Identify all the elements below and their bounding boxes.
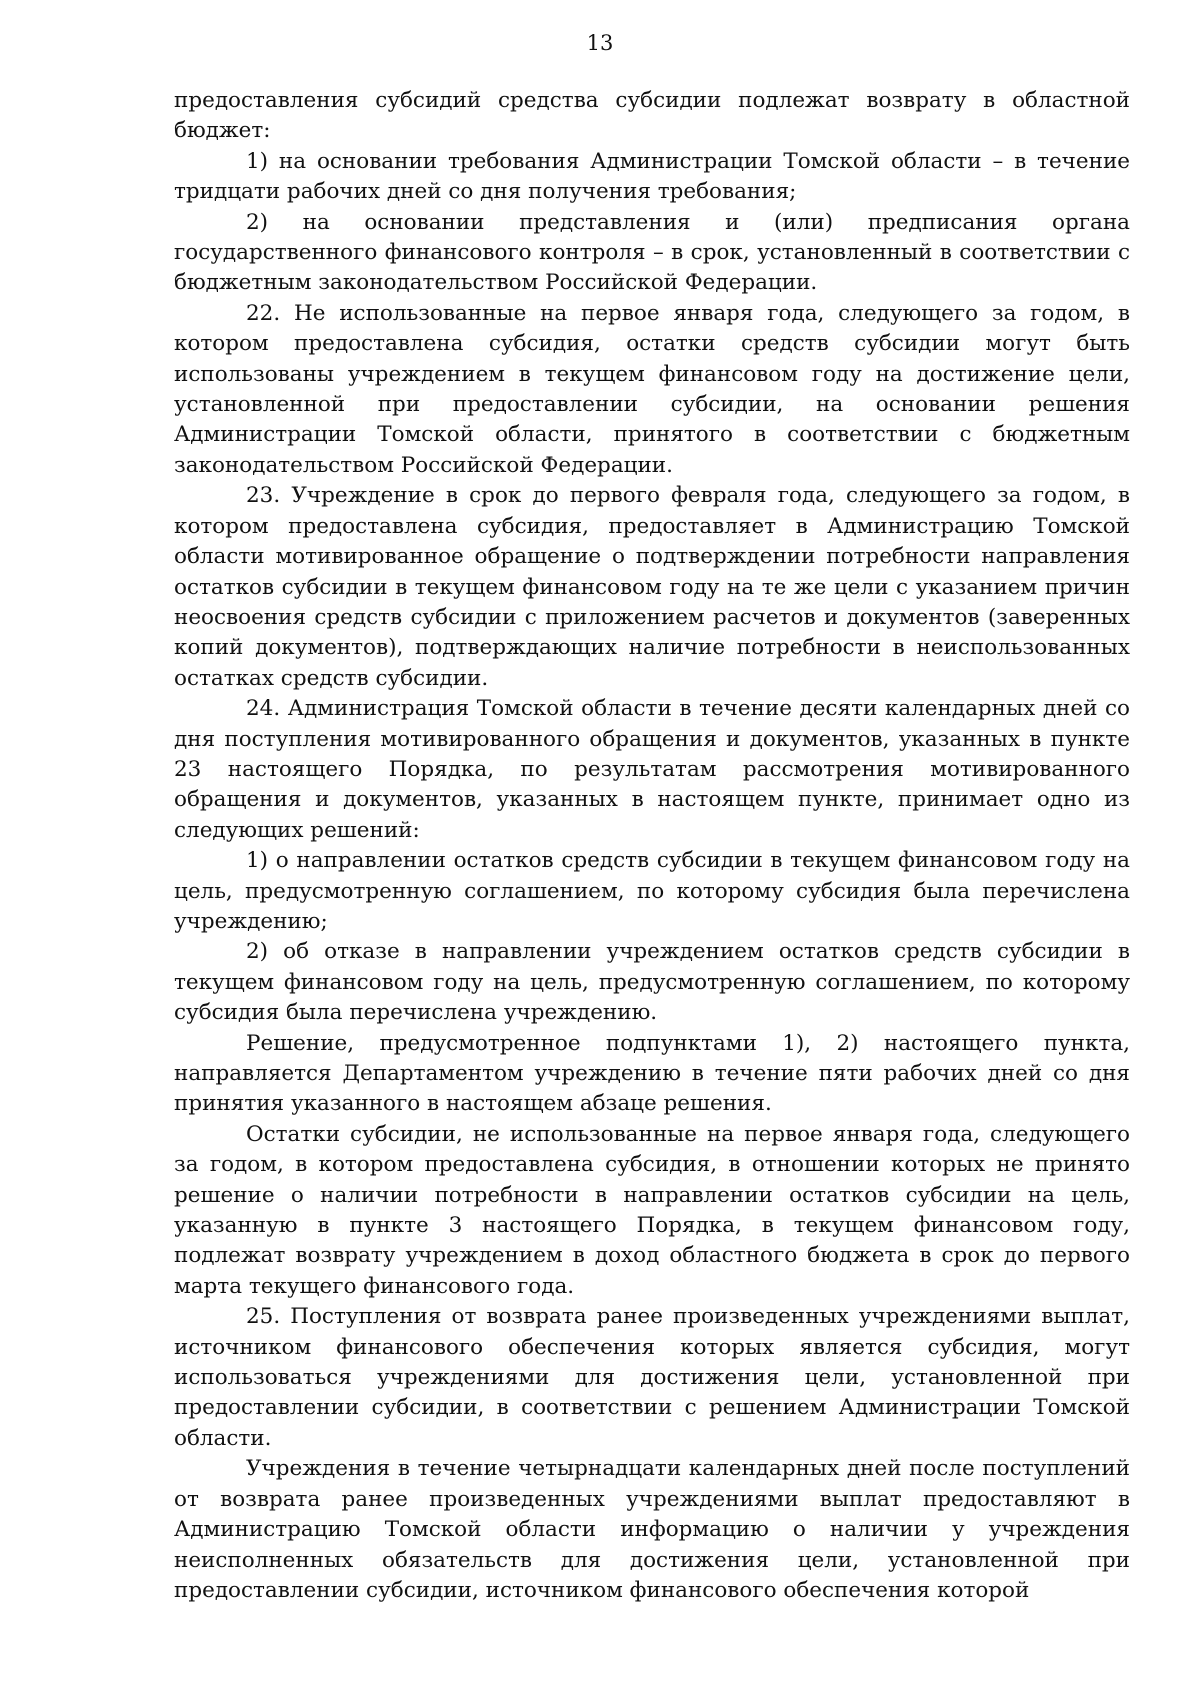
paragraph-clause-24: 24. Администрация Томской области в течение десяти календарных дней со дня поступления мотивированного обращения и документов, указанных в пункте 23 настоящего Порядка, по результатам рассмотрения мотивированного обращения и документов, указанных в настоящем пункте, принимает одно из следующих решений:: [174, 696, 1130, 843]
paragraph-clause-23: 23. Учреждение в срок до первого февраля года, следующего за годом, в котором предоставлена субсидия, предоставляет в Администрацию Томской области мотивированное обращение о подтверждении потребности направления остатков субсидии в текущем финансовом году на те же цели с указанием причин неосвоения средств субсидии с приложением расчетов и документов (заверенных копий документов), подтверждающих наличие потребности в неиспользованных остатках средств субсидии.: [174, 483, 1130, 691]
page-number: 13: [586, 31, 614, 55]
paragraph-continuation: предоставления субсидий средства субсидии подлежат возврату в областной бюджет:: [174, 88, 1130, 144]
paragraph-subitem-1: 1) на основании требования Администрации Томской области – в течение тридцати рабочих дней со дня получения требования;: [174, 148, 1130, 205]
paragraph-clause-22: 22. Не использованные на первое января года, следующего за годом, в котором предоставлена субсидия, остатки средств субсидии могут быть использованы учреждением в текущем финансовом году на достижение цели, установленной при предоставлении субсидии, на основании решения Администрации Томской области, принятого в соответствии с бюджетным законодательством Российской Федерации.: [174, 300, 1130, 478]
paragraph-subitem-2: 2) на основании представления и (или) предписания органа государственного финансового контроля – в срок, установленный в соответствии с бюджетным законодательством Российской Федерации.: [174, 209, 1130, 296]
paragraph-clause-25: 25. Поступления от возврата ранее произведенных учреждениями выплат, источником финансового обеспечения которых является субсидия, могут использоваться учреждениями для достижения цели, установленной при предоставлении субсидии, в соответствии с решением Администрации Томской области.: [174, 1304, 1130, 1451]
paragraph-decision: Решение, предусмотренное подпунктами 1), 2) настоящего пункта, направляется Департаментом учреждению в течение пяти рабочих дней со дня принятия указанного в настоящем абзаце решения.: [174, 1030, 1130, 1117]
paragraph-institutions: Учреждения в течение четырнадцати календарных дней после поступлений от возврата ранее произведенных учреждениями выплат предоставляют в Администрацию Томской области информацию о наличии у учреждения неисполненных обязательств для достижения цели, установленной при предоставлении субсидии, источником финансового обеспечения которой: [174, 1456, 1130, 1603]
paragraph-remainders: Остатки субсидии, не использованные на первое января года, следующего за годом, в котором предоставлена субсидия, в отношении которых не принято решение о наличии потребности в направлении остатков субсидии на цель, указанную в пункте 3 настоящего Порядка, в текущем финансовом году, подлежат возврату учреждением в доход областного бюджета в срок до первого марта текущего финансового года.: [174, 1121, 1130, 1299]
paragraph-clause-24-subitem-2: 2) об отказе в направлении учреждением остатков средств субсидии в текущем финансовом году на цель, предусмотренную соглашением, по которому субсидия была перечислена учреждению.: [174, 939, 1130, 1026]
document-body: [174, 86, 1130, 1606]
paragraph-clause-24-subitem-1: 1) о направлении остатков средств субсидии в текущем финансовом году на цель, предусмотренную соглашением, по которому субсидия была перечислена учреждению;: [174, 848, 1130, 934]
